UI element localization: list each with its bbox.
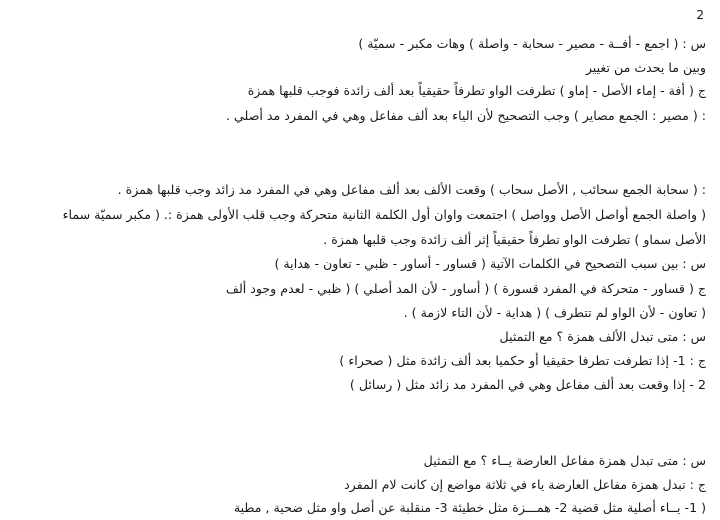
text-line: س : ( اجمع - أفــة - مصير - سحابة - واصلة ) وهات مكبر - سميّة )	[358, 36, 706, 51]
text-line: ج ( أفة - إماء الأصل - إماو ) تطرفت الواو تطرفاً حقيقياً بعد ألف زائدة فوجب قلبها همزة	[247, 83, 706, 98]
text-line: : ( سحابة الجمع سحائب , الأصل سحاب ) وقعت الألف بعد ألف مفاعل وهي في المفرد مد زائد وجب قلبها همزة .	[117, 182, 706, 197]
text-line: ج ( قساور - متحركة في المفرد قسورة ) ( أساور - لأن المد أصلي ) ( ظبي - لعدم وجود ألف	[225, 281, 706, 296]
page-number: 2	[696, 8, 704, 22]
text-line: ( واصلة الجمع أواصل الأصل وواصل ) اجتمعت واوان أول الكلمة الثانية متحركة وجب قلب الأولى همزة :. ( مكبر سميّة سماء	[62, 207, 706, 222]
text-line: س : متى تبدل همزة مفاعل العارضة يــاء ؟ مع التمثيل	[423, 453, 706, 468]
text-line: وبين ما يحدث من تغيير	[585, 60, 706, 75]
text-line: ( تعاون - لأن الواو لم تتطرف ) ( هداية - لأن التاء لازمة ) .	[403, 305, 706, 320]
text-line: ( 1- يــاء أصلية مثل قضية 2- همـــزة مثل خطيئة 3- منقلبة عن أصل واو مثل ضحية , مطية	[233, 500, 706, 515]
text-line: س : بين سبب التصحيح في الكلمات الآتية ( قساور - أساور - ظبي - تعاون - هداية )	[274, 256, 706, 271]
text-line: ج : تبدل همزة مفاعل العارضة ياء في ثلاثة مواضع إن كانت لام المفرد	[344, 477, 706, 492]
text-line: الأصل سماو ) تطرفت الواو تطرفاً حقيقياً إثر ألف زائدة وجب قلبها همزة .	[323, 232, 706, 247]
text-line: 2 - إذا وقعت بعد ألف مفاعل وهي في المفرد مد زائد مثل ( رسائل )	[349, 377, 706, 392]
text-line: ج : 1- إذا تطرفت تطرفا حقيقيا أو حكميا بعد ألف زائدة مثل ( صحراء )	[339, 353, 706, 368]
text-line: س : متى تبدل الألف همزة ؟ مع التمثيل	[499, 329, 706, 344]
text-line: : ( مصير : الجمع مصاير ) وجب التصحيح لأن الياء بعد ألف مفاعل وهي في المفرد مد أصلي .	[226, 108, 706, 123]
